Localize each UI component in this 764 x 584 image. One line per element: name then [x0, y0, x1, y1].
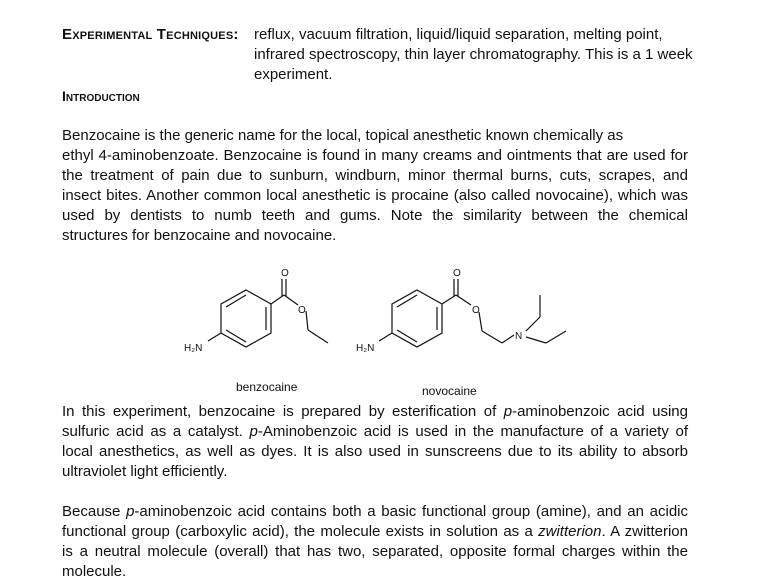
experiment-line: local anesthetics, as well as dyes. It is also used in sunscreens due to its ability to absorb: [62, 443, 688, 460]
benzocaine-caption: benzocaine: [236, 380, 298, 394]
experiment-paragraph: [62, 402, 688, 482]
intro-line: structures for benzocaine and novocaine.: [62, 227, 337, 244]
zwitterion-line: molecule.: [62, 563, 127, 580]
benzocaine-ester-oxygen: O: [298, 305, 306, 316]
intro-paragraph: [62, 126, 688, 246]
intro-line: Benzocaine is the generic name for the local, topical anesthetic known chemically as: [62, 127, 624, 144]
zwitterion-line: functional group (carboxylic acid), the molecule exists in solution as a zwitterion. A zwitterion: [62, 523, 688, 540]
benzocaine-amine-label: H₂N: [184, 343, 203, 354]
intro-line: used by dentists to numb teeth and gums. Note the similarity between the chemical: [62, 207, 688, 224]
intro-line: ethyl 4-aminobenzoate. Benzocaine is found in many creams and ointments that are used for: [62, 147, 688, 164]
chemical-structures-drawing: [0, 255, 764, 405]
intro-line: the treatment of pain due to sunburn, windburn, minor thermal burns, cuts, scrapes, and: [62, 167, 688, 184]
experiment-line: ultraviolet light efficiently.: [62, 463, 228, 480]
zwitterion-paragraph: [62, 502, 688, 582]
structures-figure: [0, 255, 764, 405]
zwitterion-line: is a neutral molecule (overall) that has two, separated, opposite formal charges within the: [62, 543, 688, 560]
novocaine-ring: [392, 290, 442, 347]
novocaine-carbonyl-oxygen: O: [453, 268, 461, 279]
experimental-techniques-text: reflux, vacuum filtration, liquid/liquid separation, melting point, infrared spectroscopy, thin layer chromatography. This is a 1 week experiment.: [254, 26, 693, 83]
experiment-line: In this experiment, benzocaine is prepared by esterification of p-aminobenzoic acid using: [62, 403, 688, 420]
novocaine-caption: novocaine: [422, 384, 477, 398]
introduction-heading: Introduction: [62, 88, 140, 104]
benzocaine-ring: [221, 290, 271, 347]
experiment-line: sulfuric acid as a catalyst. p-Aminobenzoic acid is used in the manufacture of a variety of: [62, 423, 688, 440]
intro-line: insect bites. Another common local anesthetic is procaine (also called novocaine), which was: [62, 187, 688, 204]
zwitterion-line: Because p-aminobenzoic acid contains both a basic functional group (amine), and an acidic: [62, 503, 689, 520]
novocaine-amine-nitrogen: N: [515, 331, 523, 342]
novocaine-amine-label: H₂N: [356, 343, 375, 354]
experimental-techniques-label: Experimental Techniques:: [62, 26, 239, 43]
novocaine-ester-oxygen: O: [472, 305, 480, 316]
benzocaine-carbonyl-oxygen: O: [281, 268, 289, 279]
